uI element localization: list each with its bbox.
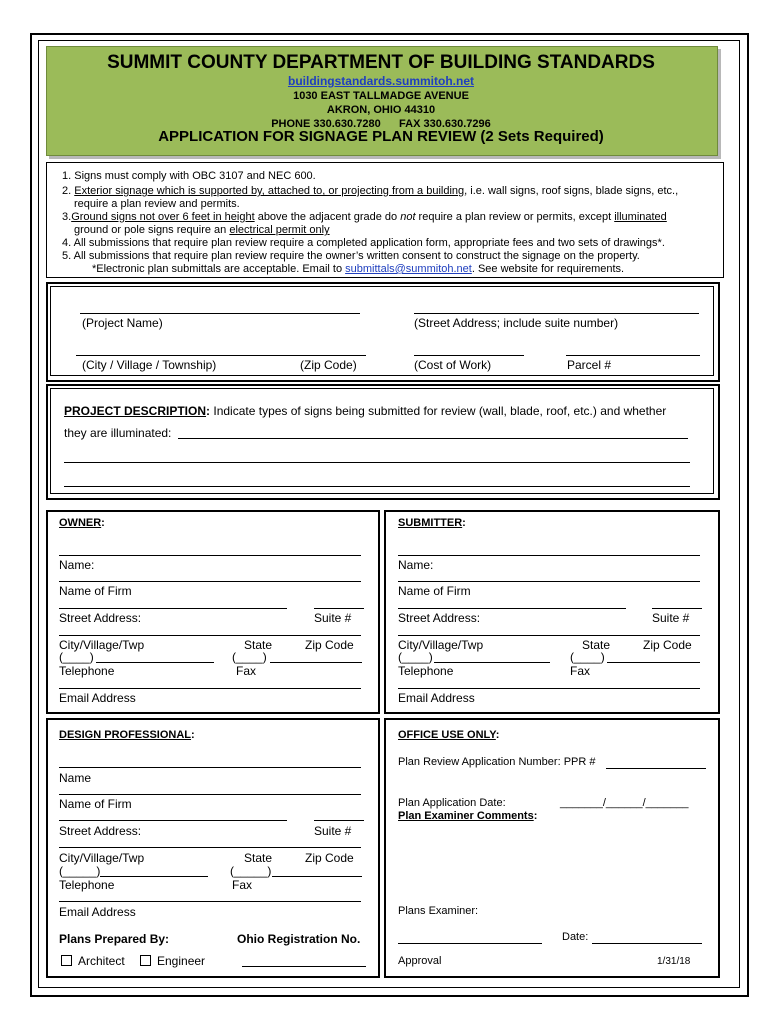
instruction-2-cont: require a plan review and permits. [74,198,240,210]
owner-phone-line[interactable] [96,662,214,663]
design-telephone-label: Telephone [59,878,115,892]
owner-email-line[interactable] [59,688,361,689]
instruction-3-mid2: require a plan review or permits, except [415,211,615,223]
owner-email-label: Email Address [59,691,136,705]
submitter-name-line[interactable] [398,555,700,556]
instruction-3-not: not [400,211,416,223]
description-text-2: they are illuminated: [64,426,172,440]
design-street-line[interactable] [59,820,287,821]
approval-label: Approval [398,955,442,967]
address-line-1: 1030 EAST TALLMADGE AVENUE [293,90,469,102]
submitter-email-line[interactable] [398,688,700,689]
cost-label: (Cost of Work) [414,358,492,372]
parcel-label: Parcel # [567,358,612,372]
design-city-line[interactable] [59,847,361,848]
street-address-label: (Street Address; include suite number) [414,316,619,330]
submitter-name-label: Name: [398,558,434,572]
instruction-3-number: 3. [62,211,72,223]
submittals-email-link[interactable]: submittals@summitoh.net [345,263,472,275]
instruction-2-number: 2. [62,185,75,197]
parcel-line[interactable] [566,355,700,356]
submitter-city-line[interactable] [398,635,700,636]
owner-suite-label: Suite # [314,611,352,625]
date-label: Date: [562,931,589,943]
instruction-4: 4. All submissions that require plan review require a completed application form, appropriate fees and two sets of drawings*. [62,237,665,249]
design-email-line[interactable] [59,901,361,902]
design-zip-label: Zip Code [305,851,354,865]
design-email-label: Email Address [59,905,136,919]
ppr-label-text: Plan Review Application Number: PPR # [398,756,596,768]
owner-title: OWNER: [59,517,105,529]
owner-fax-line[interactable] [270,662,362,663]
instruction-2-rest: , i.e. wall signs, roof signs, blade signs, etc., [464,185,679,197]
owner-phone-paren: (____) [59,650,94,664]
date-line[interactable] [592,943,702,944]
description-line-1 [64,404,666,418]
instruction-5: 5. All submissions that require plan review require the owner’s written consent to construct the signage on the property. [62,250,640,262]
submitter-suite-label: Suite # [652,611,690,625]
submitter-state-label: State [582,638,611,652]
instruction-3-illuminated: illuminated [614,211,667,223]
plans-examiner-label: Plans Examiner: [398,905,479,917]
description-entry-line-3[interactable] [64,486,690,487]
plan-application-date-label: Plan Application Date: [398,797,506,809]
plan-examiner-comments-text: Plan Examiner Comments [398,810,534,822]
architect-label: Architect [78,954,125,968]
instruction-3-mid: above the adjacent grade do [254,211,401,223]
architect-option[interactable] [61,954,125,968]
description-entry-line-1[interactable] [178,438,688,439]
submitter-suite-line[interactable] [652,608,702,609]
submitter-title: SUBMITTER: [398,517,466,529]
design-firm-label: Name of Firm [59,797,132,811]
owner-fax-label: Fax [236,664,257,678]
owner-suite-line[interactable] [314,608,364,609]
owner-name-label: Name: [59,558,95,572]
approval-line[interactable] [398,943,542,944]
engineer-checkbox[interactable] [140,955,151,966]
instruction-2-underlined: Exterior signage which is supported by, attached to, or projecting from a building [74,185,465,197]
street-address-line[interactable] [414,313,699,314]
instruction-1: 1. Signs must comply with OBC 3107 and NEC 600. [62,170,316,182]
submitter-firm-label: Name of Firm [398,584,471,598]
design-name-line[interactable] [59,767,361,768]
instruction-3 [62,211,667,223]
office-use-title-text: OFFICE USE ONLY [398,729,496,741]
owner-telephone-label: Telephone [59,664,115,678]
ppr-label [398,756,595,768]
application-subtitle: APPLICATION FOR SIGNAGE PLAN REVIEW (2 Sets Required) [158,128,604,145]
submitter-street-line[interactable] [398,608,626,609]
design-fax-paren: (_____) [230,864,272,878]
design-state-label: State [244,851,273,865]
submitter-email-label: Email Address [398,691,475,705]
ohio-registration-line[interactable] [242,966,366,967]
phone-fax-line: PHONE 330.630.7280 FAX 330.630.7296 [271,118,491,130]
submitter-fax-paren: (____) [570,650,605,664]
submitter-title-text: SUBMITTER [398,517,463,529]
owner-name-line[interactable] [59,555,361,556]
instruction-3-underlined: Ground signs not over 6 feet in height [71,211,255,223]
electronic-note-pre: *Electronic plan submittals are acceptable. Email to [92,263,346,275]
design-phone-line[interactable] [100,876,208,877]
electronic-note-post: . See website for requirements. [471,263,625,275]
submitter-city-label: City/Village/Twp [398,638,484,652]
design-phone-paren: (_____) [59,864,101,878]
design-suite-label: Suite # [314,824,352,838]
submitter-telephone-label: Telephone [398,664,454,678]
zip-label: (Zip Code) [300,358,357,372]
description-text-1: Indicate types of signs being submitted for review (wall, blade, roof, etc.) and whether [210,404,667,418]
owner-firm-line[interactable] [59,581,361,582]
plan-examiner-comments-label: Plan Examiner Comments: [398,810,538,822]
submitter-zip-label: Zip Code [643,638,692,652]
owner-fax-paren: (____) [232,650,267,664]
design-name-label: Name [59,771,92,785]
design-firm-line[interactable] [59,794,361,795]
website-line [46,74,716,88]
owner-state-label: State [244,638,273,652]
instruction-3-cont-underlined: electrical permit only [229,224,330,236]
project-name-line[interactable] [80,313,360,314]
owner-city-label: City/Village/Twp [59,638,145,652]
design-fax-label: Fax [232,878,253,892]
address-line-2: AKRON, OHIO 44310 [326,104,436,116]
design-professional-title-text: DESIGN PROFESSIONAL [59,729,192,741]
submitter-street-label: Street Address: [398,611,481,625]
form-version: 1/31/18 [657,956,691,967]
description-entry-line-2[interactable] [64,462,690,463]
owner-city-line[interactable] [59,635,361,636]
website-link[interactable]: buildingstandards.summitoh.net [287,74,474,88]
owner-title-text: OWNER [59,517,102,529]
design-street-label: Street Address: [59,824,142,838]
owner-street-line[interactable] [59,608,287,609]
description-label: PROJECT DESCRIPTION [64,404,207,418]
design-suite-line[interactable] [314,820,364,821]
electronic-note [92,263,624,275]
engineer-label: Engineer [157,954,206,968]
instruction-3-cont [74,224,330,236]
instruction-3-cont-pre: ground or pole signs require an [74,224,230,236]
design-fax-line[interactable] [272,876,362,877]
plans-prepared-by-label: Plans Prepared By: [59,932,170,946]
office-use-title: OFFICE USE ONLY: [398,729,500,741]
department-title: SUMMIT COUNTY DEPARTMENT OF BUILDING STANDARDS [107,52,655,73]
project-name-label: (Project Name) [82,316,163,330]
plan-application-date-blank[interactable]: _______/______/_______ [560,797,689,809]
city-label: (City / Village / Township) [82,358,217,372]
cost-line[interactable] [414,355,524,356]
owner-zip-label: Zip Code [305,638,354,652]
owner-street-label: Street Address: [59,611,142,625]
submitter-phone-line[interactable] [434,662,550,663]
submitter-firm-line[interactable] [398,581,700,582]
design-professional-title: DESIGN PROFESSIONAL: [59,729,195,741]
ohio-registration-label: Ohio Registration No. [237,932,361,946]
owner-firm-label: Name of Firm [59,584,132,598]
design-city-label: City/Village/Twp [59,851,145,865]
engineer-option[interactable] [140,954,205,968]
architect-checkbox[interactable] [61,955,72,966]
description-colon: : [206,404,211,418]
submitter-fax-line[interactable] [607,662,700,663]
submitter-fax-label: Fax [570,664,591,678]
ppr-number-line[interactable] [606,768,706,769]
instruction-2 [62,185,678,197]
submitter-phone-paren: (____) [398,650,433,664]
city-line[interactable] [76,355,366,356]
